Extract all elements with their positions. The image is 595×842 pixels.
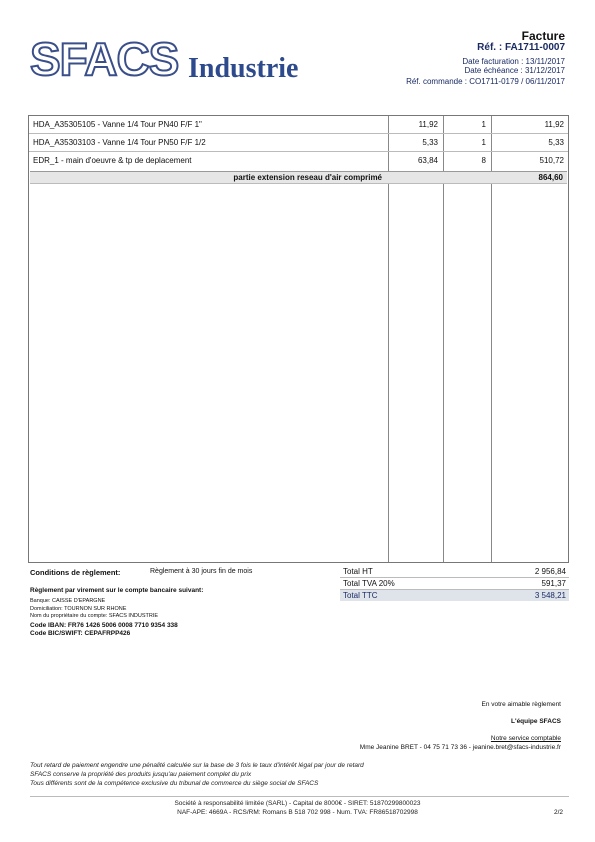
company-logo <box>30 34 320 92</box>
footer-company-info: Société à responsabilité limitée (SARL) - Capital de 8000€ - SIRET: 51870299800023 <box>174 800 421 807</box>
bank-name: Banque: CAISSE D'EPARGNE <box>30 598 106 604</box>
footer-registration-info: NAF-APE: 4669A - RCS/RM: Romans B 518 702 998 - Num. TVA: FR86518702998 <box>177 809 418 816</box>
item-description: HDA_A35305105 - Vanne 1/4 Tour PN40 F/F 1" <box>33 120 202 129</box>
legal-note: Tous différents sont de la compétence exclusive du tribunal de commerce du siège social de SFACS <box>30 780 319 787</box>
accounting-service: Notre service comptable <box>490 735 561 742</box>
item-unit-price: 63,84 <box>417 156 438 165</box>
total-value: 3 548,21 <box>534 591 566 600</box>
item-quantity: 8 <box>481 156 486 165</box>
total-value: 2 956,84 <box>534 567 566 576</box>
item-total: 510,72 <box>539 156 564 165</box>
bank-transfer-title: Règlement par virement sur le compte bancaire suivant: <box>30 587 204 594</box>
payment-terms-value: Règlement à 30 jours fin de mois <box>150 568 253 575</box>
invoice-date: Date facturation : 13/11/2017 <box>462 57 565 66</box>
logo-brand: SFACS <box>30 33 179 85</box>
table-row <box>29 116 568 133</box>
logo-suffix: Industrie <box>188 53 299 84</box>
team-signature: L'équipe SFACS <box>511 718 561 725</box>
page-number: 2/2 <box>553 809 563 816</box>
total-label: Total HT <box>343 567 373 576</box>
payment-terms-label: Conditions de règlement: <box>30 568 121 577</box>
legal-note: Tout retard de paiement engendre une pénalité calculée sur la base de 3 fois le taux d'intérêt légal par jour de retard <box>30 762 364 769</box>
item-description: EDR_1 - main d'oeuvre & tp de deplacement <box>33 156 192 165</box>
order-reference: Réf. commande : CO1711-0179 / 06/11/2017 <box>406 77 565 86</box>
bic-code: Code BIC/SWIFT: CEPAFRPP426 <box>30 630 131 637</box>
item-description: HDA_A35303103 - Vanne 1/4 Tour PN50 F/F 1/2 <box>33 138 206 147</box>
totals-table <box>340 566 569 601</box>
item-unit-price: 11,92 <box>418 120 438 129</box>
document-title: Facture <box>521 29 565 43</box>
legal-note: SFACS conserve la propriété des produits jusqu'au paiement complet du prix <box>30 771 252 778</box>
item-unit-price: 5,33 <box>422 138 438 147</box>
accounting-contact: Mme Jeanine BRET - 04 75 71 73 36 - jeanine.bret@sfacs-industrie.fr <box>359 744 561 751</box>
account-owner: Nom du propriétaire du compte: SFACS INDUSTRIE <box>30 613 159 619</box>
total-ttc-row <box>340 590 569 601</box>
total-label: Total TVA 20% <box>343 579 395 588</box>
total-label: Total TTC <box>343 591 378 600</box>
bank-domiciliation: Domiciliation: TOURNON SUR RHONE <box>30 606 127 612</box>
item-total: 5,33 <box>548 138 564 147</box>
total-ht-row <box>340 566 569 578</box>
iban-code: Code IBAN: FR76 1426 5006 0008 7710 9354 338 <box>30 622 178 629</box>
subtotal-label: partie extension reseau d'air comprimé <box>233 173 382 182</box>
total-value: 591,37 <box>541 579 566 588</box>
closing-greeting: En votre aimable règlement <box>481 701 561 708</box>
footer-divider <box>30 796 569 797</box>
total-tva-row <box>340 578 569 590</box>
item-quantity: 1 <box>481 138 486 147</box>
section-subtotal-row <box>30 171 567 184</box>
item-total: 11,92 <box>544 120 564 129</box>
due-date: Date échéance : 31/12/2017 <box>464 66 565 75</box>
invoice-reference: Réf. : FA1711-0007 <box>477 42 565 53</box>
invoice-items-table <box>28 115 569 563</box>
subtotal-value: 864,60 <box>538 173 563 182</box>
item-quantity: 1 <box>481 120 486 129</box>
table-row <box>29 134 568 151</box>
table-row <box>29 152 568 169</box>
